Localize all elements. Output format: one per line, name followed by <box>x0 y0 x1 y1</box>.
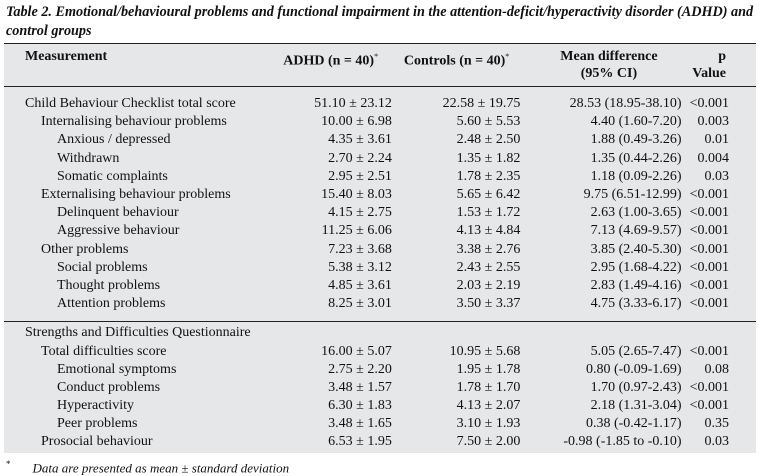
cell-measurement: Social problems <box>57 259 148 275</box>
cell-p-value: <0.001 <box>689 241 729 257</box>
cell-controls: 3.10 ± 1.93 <box>456 416 521 432</box>
header-adhd-asterisk: * <box>374 52 379 61</box>
cell-adhd: 3.48 ± 1.57 <box>328 379 392 395</box>
cell-adhd: 51.10 ± 23.12 <box>314 96 392 112</box>
table-row <box>4 113 756 131</box>
cell-p-value: 0.03 <box>704 434 729 450</box>
table-row <box>4 186 756 204</box>
cell-controls: 1.35 ± 1.82 <box>456 150 521 166</box>
table-row <box>4 259 756 277</box>
cell-p-value: <0.001 <box>689 379 729 395</box>
cell-p-value: 0.35 <box>704 416 729 432</box>
table-row <box>4 361 756 379</box>
section-title-row <box>4 322 756 343</box>
cell-mean-difference: -0.98 (-1.85 to -0.10) <box>563 434 682 450</box>
section-title: Strengths and Difficulties Questionnaire <box>25 325 251 341</box>
results-table-container <box>4 43 756 453</box>
table-row <box>4 415 756 433</box>
cell-mean-difference: 1.18 (0.09-2.26) <box>590 168 682 184</box>
cell-controls: 1.53 ± 1.72 <box>456 205 521 221</box>
cell-measurement: Anxious / depressed <box>57 132 171 148</box>
table-row <box>4 168 756 186</box>
cell-mean-difference: 4.40 (1.60-7.20) <box>590 114 682 130</box>
cell-adhd: 4.85 ± 3.61 <box>328 277 392 293</box>
cell-p-value: 0.004 <box>697 150 729 166</box>
results-table <box>4 43 756 452</box>
cell-mean-difference: 2.18 (1.31-3.04) <box>590 398 682 414</box>
table-row <box>4 397 756 415</box>
cell-controls: 2.48 ± 2.50 <box>456 132 521 148</box>
cell-p-value: <0.001 <box>689 259 729 275</box>
table-header-row <box>4 44 756 87</box>
cell-measurement: Peer problems <box>57 416 138 432</box>
cell-measurement: Delinquent behaviour <box>57 205 179 221</box>
header-controls-asterisk: * <box>505 52 510 61</box>
cell-measurement: Externalising behaviour problems <box>41 187 231 203</box>
table-row <box>4 222 756 240</box>
cell-mean-difference: 0.38 (-0.42-1.17) <box>585 416 682 432</box>
table-caption: Table 2. Emotional/behavioural problems and functional impairment in the attention-deficit/hyperactivity disorder (ADHD) and control groups <box>6 4 754 39</box>
cell-p-value: <0.001 <box>689 96 729 112</box>
cell-adhd: 2.75 ± 2.20 <box>328 361 392 377</box>
cell-controls: 2.43 ± 2.55 <box>456 259 521 275</box>
cell-mean-difference: 4.75 (3.33-6.17) <box>590 296 682 312</box>
cell-p-value: 0.08 <box>704 361 729 377</box>
cell-controls: 1.78 ± 2.35 <box>456 168 521 184</box>
cell-mean-difference: 1.88 (0.49-3.26) <box>590 132 682 148</box>
cell-adhd: 11.25 ± 6.06 <box>321 223 392 239</box>
cell-measurement: Aggressive behaviour <box>57 223 180 239</box>
table-row <box>4 342 756 360</box>
cell-controls: 22.58 ± 19.75 <box>442 96 521 112</box>
cell-measurement: Attention problems <box>57 296 166 312</box>
cell-adhd: 2.95 ± 2.51 <box>328 168 392 184</box>
cell-adhd: 6.53 ± 1.95 <box>328 434 392 450</box>
cell-controls: 3.38 ± 2.76 <box>456 241 521 257</box>
cell-mean-difference: 0.80 (-0.09-1.69) <box>585 361 682 377</box>
section-sdq <box>4 322 756 452</box>
section-divider <box>4 313 756 322</box>
cell-measurement: Prosocial behaviour <box>41 434 153 450</box>
cell-p-value: 0.03 <box>704 168 729 184</box>
table-row <box>4 150 756 168</box>
cell-measurement: Other problems <box>41 241 129 257</box>
cell-mean-difference: 1.70 (0.97-2.43) <box>590 379 682 395</box>
section-cbcl <box>4 87 756 322</box>
cell-measurement: Total difficulties score <box>41 343 167 359</box>
cell-adhd: 6.30 ± 1.83 <box>328 398 392 414</box>
cell-p-value: <0.001 <box>689 296 729 312</box>
cell-adhd: 16.00 ± 5.07 <box>321 343 392 359</box>
cell-measurement: Withdrawn <box>57 150 120 166</box>
footnote-text: Data are presented as mean ± standard deviation <box>32 460 290 476</box>
cell-mean-difference: 3.85 (2.40-5.30) <box>590 241 682 257</box>
header-p-value: p Value <box>690 44 756 87</box>
cell-p-value: <0.001 <box>689 277 729 293</box>
cell-adhd: 10.00 ± 6.98 <box>321 114 392 130</box>
header-mean-difference: Mean difference (95% CI) <box>528 44 689 87</box>
cell-p-value: <0.001 <box>689 205 729 221</box>
header-adhd: ADHD (n = 40)* <box>283 44 398 87</box>
cell-p-value: <0.001 <box>689 343 729 359</box>
cell-mean-difference: 2.83 (1.49-4.16) <box>590 277 682 293</box>
cell-p-value: <0.001 <box>689 223 729 239</box>
cell-adhd: 4.15 ± 2.75 <box>328 205 392 221</box>
table-row <box>4 87 756 114</box>
cell-adhd: 4.35 ± 3.61 <box>328 132 392 148</box>
cell-controls: 4.13 ± 2.07 <box>456 398 521 414</box>
cell-mean-difference: 2.63 (1.00-3.65) <box>590 205 682 221</box>
table-row <box>4 433 756 451</box>
cell-mean-difference: 2.95 (1.68-4.22) <box>590 259 682 275</box>
cell-controls: 5.65 ± 6.42 <box>456 187 521 203</box>
cell-mean-difference: 28.53 (18.95-38.10) <box>569 96 682 112</box>
cell-controls: 10.95 ± 5.68 <box>449 343 521 359</box>
table-row <box>4 131 756 149</box>
header-measurement: Measurement <box>4 44 283 87</box>
table-row <box>4 277 756 295</box>
cell-controls: 2.03 ± 2.19 <box>456 277 521 293</box>
cell-p-value: 0.003 <box>697 114 729 130</box>
cell-measurement: Somatic complaints <box>57 168 168 184</box>
cell-mean-difference: 1.35 (0.44-2.26) <box>590 150 682 166</box>
section-divider-cell <box>4 313 756 322</box>
table-footnote <box>6 456 289 476</box>
table-row <box>4 379 756 397</box>
table-row <box>4 204 756 222</box>
cell-mean-difference: 9.75 (6.51-12.99) <box>583 187 682 203</box>
cell-adhd: 8.25 ± 3.01 <box>328 296 392 312</box>
cell-mean-difference: 5.05 (2.65-7.47) <box>590 343 682 359</box>
cell-p-value: <0.001 <box>689 398 729 414</box>
cell-adhd: 3.48 ± 1.65 <box>328 416 392 432</box>
header-controls: Controls (n = 40)* <box>398 44 528 87</box>
cell-adhd: 2.70 ± 2.24 <box>328 150 392 166</box>
cell-p-value: 0.01 <box>704 132 729 148</box>
table-row <box>4 241 756 259</box>
cell-controls: 5.60 ± 5.53 <box>456 114 521 130</box>
cell-adhd: 5.38 ± 3.12 <box>328 259 392 275</box>
table-row <box>4 295 756 313</box>
cell-p-value: <0.001 <box>689 187 729 203</box>
cell-mean-difference: 7.13 (4.69-9.57) <box>590 223 682 239</box>
cell-measurement: Child Behaviour Checklist total score <box>25 96 236 112</box>
cell-measurement: Emotional symptoms <box>57 361 177 377</box>
cell-controls: 4.13 ± 4.84 <box>456 223 521 239</box>
cell-adhd: 7.23 ± 3.68 <box>328 241 392 257</box>
cell-measurement: Thought problems <box>57 277 161 293</box>
cell-controls: 3.50 ± 3.37 <box>456 296 521 312</box>
cell-adhd: 15.40 ± 8.03 <box>321 187 392 203</box>
footnote-marker: * <box>6 459 11 469</box>
cell-controls: 1.95 ± 1.78 <box>456 361 521 377</box>
cell-measurement: Internalising behaviour problems <box>41 114 227 130</box>
cell-measurement: Hyperactivity <box>57 398 134 414</box>
cell-controls: 7.50 ± 2.00 <box>456 434 521 450</box>
cell-measurement: Conduct problems <box>57 379 161 395</box>
cell-controls: 1.78 ± 1.70 <box>456 379 521 395</box>
